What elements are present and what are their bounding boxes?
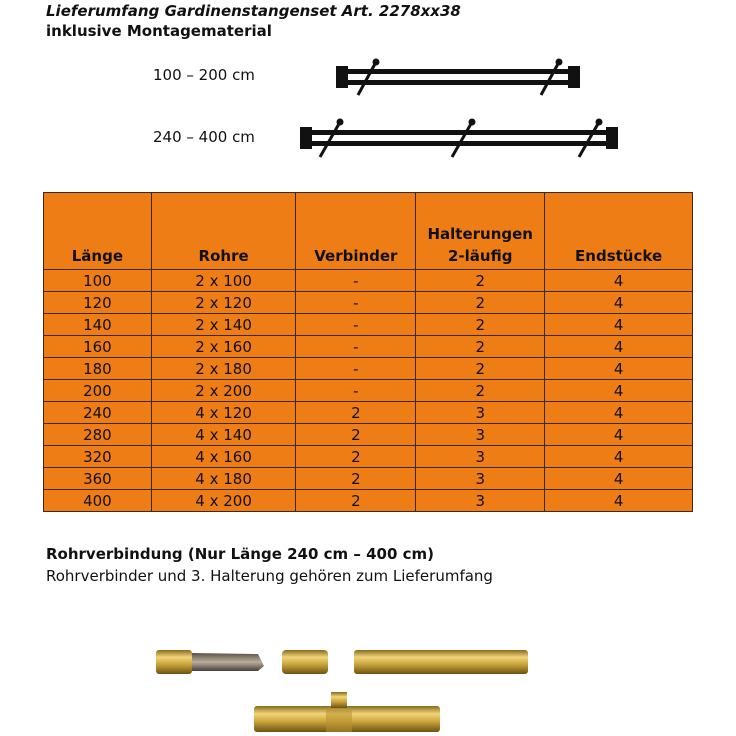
cell-halterungen: 2 bbox=[416, 314, 545, 336]
cell-verbinder: - bbox=[296, 358, 416, 380]
col-header-rohre: Rohre bbox=[151, 193, 296, 270]
rod-diagram-long bbox=[300, 119, 618, 158]
end-cap-left-long bbox=[300, 127, 312, 149]
end-cap-right bbox=[568, 66, 580, 88]
cell-endstuecke: 4 bbox=[545, 446, 693, 468]
cell-rohre: 2 x 140 bbox=[151, 314, 296, 336]
cell-halterungen: 2 bbox=[416, 292, 545, 314]
cell-verbinder: - bbox=[296, 380, 416, 402]
cell-rohre: 2 x 160 bbox=[151, 336, 296, 358]
cell-verbinder: 2 bbox=[296, 468, 416, 490]
cell-verbinder: 2 bbox=[296, 490, 416, 512]
table-row bbox=[44, 314, 693, 336]
table-row bbox=[44, 270, 693, 292]
cell-halterungen: 3 bbox=[416, 490, 545, 512]
cell-rohre: 2 x 120 bbox=[151, 292, 296, 314]
cell-laenge: 100 bbox=[44, 270, 152, 292]
variant-label-short: 100 – 200 cm bbox=[153, 66, 255, 84]
col-header-laenge: Länge bbox=[44, 193, 152, 270]
cell-laenge: 240 bbox=[44, 402, 152, 424]
cell-endstuecke: 4 bbox=[545, 468, 693, 490]
cell-rohre: 4 x 180 bbox=[151, 468, 296, 490]
connection-subtitle: Rohrverbinder und 3. Halterung gehören zum Lieferumfang bbox=[46, 567, 493, 585]
cell-laenge: 160 bbox=[44, 336, 152, 358]
connector-sleeve bbox=[282, 650, 328, 674]
cell-endstuecke: 4 bbox=[545, 358, 693, 380]
col-header-halterungen-line2: 2-läufig bbox=[448, 247, 513, 265]
bracket-left-long bbox=[320, 122, 340, 157]
tube-segment bbox=[354, 650, 528, 674]
table-row bbox=[44, 468, 693, 490]
connection-title: Rohrverbindung (Nur Länge 240 cm – 400 cm) bbox=[46, 545, 435, 563]
cell-rohre: 4 x 160 bbox=[151, 446, 296, 468]
cell-verbinder: - bbox=[296, 314, 416, 336]
cell-rohre: 2 x 100 bbox=[151, 270, 296, 292]
cell-halterungen: 3 bbox=[416, 468, 545, 490]
cell-endstuecke: 4 bbox=[545, 270, 693, 292]
cell-rohre: 4 x 140 bbox=[151, 424, 296, 446]
rod-upper bbox=[340, 69, 580, 74]
cell-verbinder: 2 bbox=[296, 402, 416, 424]
cell-rohre: 2 x 180 bbox=[151, 358, 296, 380]
cell-verbinder: - bbox=[296, 336, 416, 358]
cell-endstuecke: 4 bbox=[545, 292, 693, 314]
col-header-endstuecke: Endstücke bbox=[545, 193, 693, 270]
middle-bracket bbox=[254, 692, 440, 732]
table-row bbox=[44, 292, 693, 314]
bracket-left bbox=[358, 62, 376, 95]
cell-endstuecke: 4 bbox=[545, 490, 693, 512]
rod-diagram-short bbox=[336, 59, 580, 96]
header-title: Lieferumfang Gardinenstangenset Art. 2278xx38 bbox=[46, 2, 461, 20]
rod-upper-long bbox=[306, 130, 618, 135]
cell-laenge: 360 bbox=[44, 468, 152, 490]
cell-laenge: 200 bbox=[44, 380, 152, 402]
table-header-row bbox=[44, 193, 693, 270]
specification-table bbox=[43, 192, 693, 512]
table-row bbox=[44, 336, 693, 358]
table-row bbox=[44, 402, 693, 424]
cell-verbinder: - bbox=[296, 270, 416, 292]
rod-lower bbox=[340, 80, 580, 85]
connector-parts-image bbox=[150, 636, 540, 736]
cell-halterungen: 2 bbox=[416, 336, 545, 358]
cell-rohre: 4 x 200 bbox=[151, 490, 296, 512]
cell-rohre: 2 x 200 bbox=[151, 380, 296, 402]
cell-halterungen: 2 bbox=[416, 358, 545, 380]
variant-label-long: 240 – 400 cm bbox=[153, 128, 255, 146]
table-row bbox=[44, 446, 693, 468]
col-header-verbinder: Verbinder bbox=[296, 193, 416, 270]
cell-verbinder: 2 bbox=[296, 446, 416, 468]
bracket-middle-long bbox=[452, 122, 472, 157]
bracket-screw-left bbox=[373, 59, 380, 66]
tube-end-with-insert bbox=[156, 650, 264, 674]
col-header-halterungen bbox=[416, 193, 545, 270]
header-subtitle: inklusive Montagematerial bbox=[46, 22, 272, 40]
col-header-halterungen-line1: Halterungen bbox=[427, 225, 533, 243]
cell-laenge: 180 bbox=[44, 358, 152, 380]
bracket-screw-right bbox=[556, 59, 563, 66]
cell-laenge: 320 bbox=[44, 446, 152, 468]
end-cap-left bbox=[336, 66, 348, 88]
cell-laenge: 280 bbox=[44, 424, 152, 446]
cell-halterungen: 3 bbox=[416, 446, 545, 468]
cell-rohre: 4 x 120 bbox=[151, 402, 296, 424]
cell-halterungen: 3 bbox=[416, 402, 545, 424]
table-row bbox=[44, 490, 693, 512]
table-row bbox=[44, 424, 693, 446]
table-row bbox=[44, 358, 693, 380]
cell-halterungen: 2 bbox=[416, 380, 545, 402]
cell-endstuecke: 4 bbox=[545, 402, 693, 424]
cell-endstuecke: 4 bbox=[545, 424, 693, 446]
cell-endstuecke: 4 bbox=[545, 314, 693, 336]
cell-verbinder: - bbox=[296, 292, 416, 314]
cell-endstuecke: 4 bbox=[545, 380, 693, 402]
cell-laenge: 120 bbox=[44, 292, 152, 314]
cell-halterungen: 2 bbox=[416, 270, 545, 292]
bracket-right-long bbox=[579, 122, 599, 157]
cell-halterungen: 3 bbox=[416, 424, 545, 446]
cell-verbinder: 2 bbox=[296, 424, 416, 446]
bracket-right bbox=[541, 62, 559, 95]
cell-endstuecke: 4 bbox=[545, 336, 693, 358]
table-body bbox=[44, 270, 693, 512]
cell-laenge: 400 bbox=[44, 490, 152, 512]
table-row bbox=[44, 380, 693, 402]
end-cap-right-long bbox=[606, 127, 618, 149]
cell-laenge: 140 bbox=[44, 314, 152, 336]
rod-diagrams bbox=[296, 56, 626, 160]
